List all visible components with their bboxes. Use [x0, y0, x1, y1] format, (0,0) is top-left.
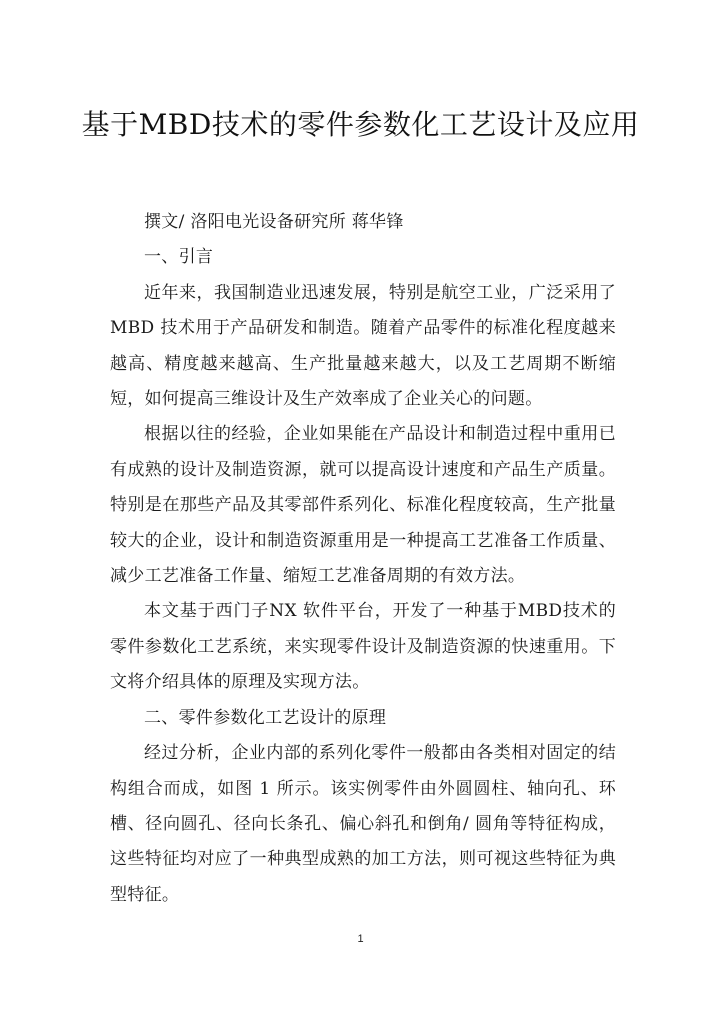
section-heading-introduction: 一、引言 — [144, 247, 214, 268]
section-heading-principle: 二、零件参数化工艺设计的原理 — [144, 707, 387, 728]
paragraph: 近年来，我国制造业迅速发展，特别是航空工业，广泛采用了MBD 技术用于产品研发和制造。随着产品零件的标准化程度越来越高、精度越来越高、生产批量越来越大，以及工艺周期不断缩短，如何提高三维设计及生产效率成了企业关心的问题。 — [110, 282, 616, 410]
paragraph: 根据以往的经验，企业如果能在产品设计和制造过程中重用已有成熟的设计及制造资源，就可以提高设计速度和产品生产质量。特别是在那些产品及其零部件系列化、标准化程度较高，生产批量较大的企业，设计和制造资源重用是一种提高工艺准备工作质量、减少工艺准备工作量、缩短工艺准备周期的有效方法。 — [110, 424, 616, 587]
byline: 撰文/ 洛阳电光设备研究所 蒋华锋 — [144, 212, 404, 232]
document-body — [110, 205, 616, 913]
document-title: 基于MBD技术的零件参数化工艺设计及应用 — [81, 107, 640, 141]
page-number: 1 — [357, 933, 364, 945]
paragraph: 本文基于西门子NX 软件平台，开发了一种基于MBD技术的零件参数化工艺系统，来实现零件设计及制造资源的快速重用。下文将介绍具体的原理及实现方法。 — [110, 601, 616, 693]
paragraph: 经过分析，企业内部的系列化零件一般都由各类相对固定的结构组合而成，如图 1 所示。该实例零件由外圆圆柱、轴向孔、环槽、径向圆孔、径向长条孔、偏心斜孔和倒角/ 圆角等特征构成，这些特征均对应了一种典型成熟的加工方法，则可视这些特征为典型特征。 — [110, 743, 616, 905]
